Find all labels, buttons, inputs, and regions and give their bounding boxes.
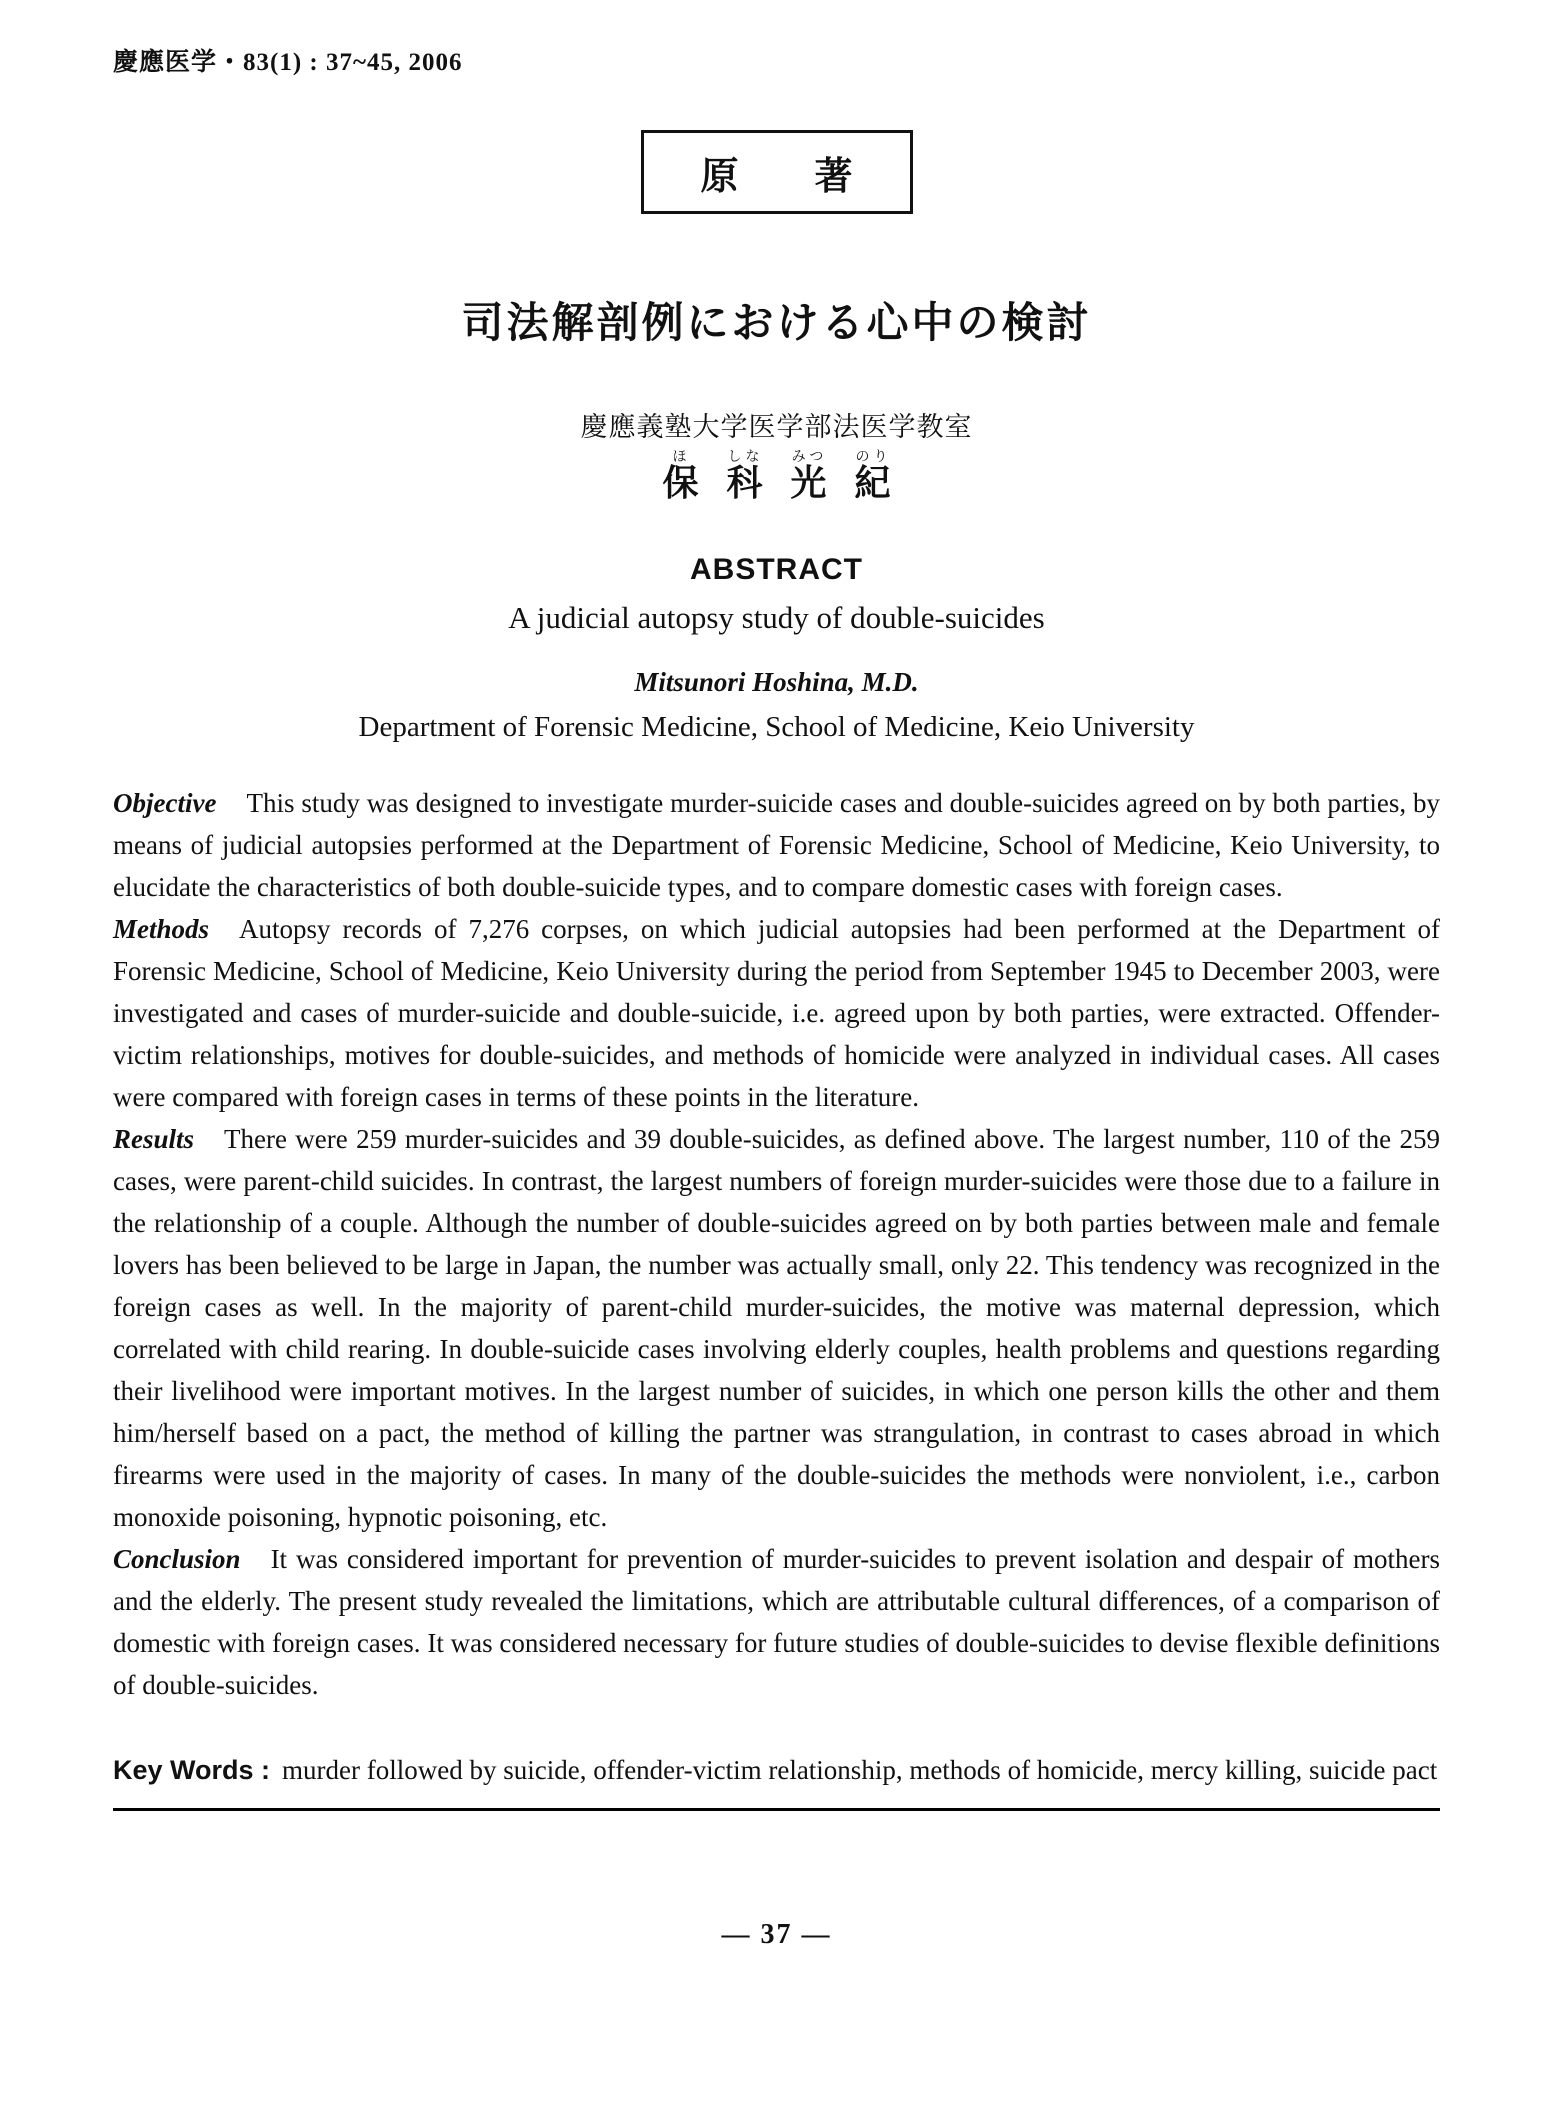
author-furigana: みつ bbox=[790, 450, 827, 465]
section-text: This study was designed to investigate murder-suicide cases and double-suicides agreed on by both parties, by means of judicial autopsies performed at the Department of Forensic Medicine, School of Medicine, Keio University, to elucidate the characteristics of both double-suicide types, and to compare domestic cases with foreign cases. bbox=[113, 788, 1440, 902]
author-name-char bbox=[726, 450, 763, 503]
author-kanji: 紀 bbox=[854, 463, 891, 503]
article-type-box-wrap bbox=[113, 130, 1440, 214]
article-type-box bbox=[641, 130, 913, 214]
journal-citation: 慶應医学・83(1) : 37~45, 2006 bbox=[113, 49, 463, 76]
section-label: Methods bbox=[113, 914, 210, 944]
author-furigana: しな bbox=[726, 450, 763, 465]
divider-rule bbox=[113, 1808, 1440, 1811]
keywords-text: murder followed by suicide, offender-victim relationship, methods of homicide, mercy killing, suicide pact bbox=[282, 1755, 1438, 1785]
author-furigana: のり bbox=[854, 450, 891, 465]
author-kanji: 光 bbox=[790, 463, 827, 503]
author-name-char bbox=[790, 450, 827, 503]
article-type-label: 原 著 bbox=[700, 155, 853, 198]
section-label: Results bbox=[113, 1124, 195, 1154]
paper-title-en: A judicial autopsy study of double-suicides bbox=[508, 600, 1045, 635]
author-kanji: 保 bbox=[662, 463, 699, 503]
affiliation-ja: 慶應義塾大学医学部法医学教室 bbox=[580, 412, 973, 442]
author-kanji: 科 bbox=[726, 463, 763, 503]
author-name-ja bbox=[113, 450, 1440, 506]
author-name-char bbox=[662, 450, 699, 503]
keywords-block bbox=[113, 1746, 1440, 1794]
abstract-section-conclusion bbox=[113, 1538, 1440, 1706]
section-label: Conclusion bbox=[113, 1544, 241, 1574]
page-number: — 37 — bbox=[721, 1919, 832, 1950]
abstract-heading: ABSTRACT bbox=[690, 553, 863, 586]
keywords-label: Key Words : bbox=[113, 1755, 271, 1785]
section-text: Autopsy records of 7,276 corpses, on which judicial autopsies had been performed at the Department of Forensic Medicine, School of Medicine, Keio University during the period from September 1945 to December 2003, were investigated and cases of murder-suicide and double-suicide, i.e. agreed upon by both parties, were extracted. Offender-victim relationships, motives for double-suicides, and methods of homicide were analyzed in individual cases. All cases were compared with foreign cases in terms of these points in the literature. bbox=[113, 914, 1440, 1112]
abstract-section-methods bbox=[113, 908, 1440, 1118]
abstract-section-results bbox=[113, 1118, 1440, 1538]
paper-title-ja: 司法解剖例における心中の検討 bbox=[461, 301, 1092, 347]
abstract-section-objective bbox=[113, 782, 1440, 908]
section-text: It was considered important for prevention of murder-suicides to prevent isolation and despair of mothers and the elderly. The present study revealed the limitations, which are attributable cultural differences, of a comparison of domestic with foreign cases. It was considered necessary for future studies of double-suicides to devise flexible definitions of double-suicides. bbox=[113, 1544, 1440, 1700]
author-name-en: Mitsunori Hoshina, M.D. bbox=[634, 667, 919, 697]
author-name-char bbox=[854, 450, 891, 503]
section-text: There were 259 murder-suicides and 39 double-suicides, as defined above. The largest number, 110 of the 259 cases, were parent-child suicides. In contrast, the largest numbers of foreign murder-suicides were those due to a failure in the relationship of a couple. Although the number of double-suicides agreed on by both parties between male and female lovers has been believed to be large in Japan, the number was actually small, only 22. This tendency was recognized in the foreign cases as well. In the majority of parent-child murder-suicides, the motive was maternal depression, which correlated with child rearing. In double-suicide cases involving elderly couples, health problems and questions regarding their livelihood were important motives. In the largest number of suicides, in which one person kills the other and them him/herself based on a pact, the method of killing the partner was strangulation, in contrast to cases abroad in which firearms were used in the majority of cases. In many of the double-suicides the methods were nonviolent, i.e., carbon monoxide poisoning, hypnotic poisoning, etc. bbox=[113, 1124, 1440, 1532]
abstract-body bbox=[113, 782, 1440, 1706]
section-label: Objective bbox=[113, 788, 217, 818]
affiliation-en: Department of Forensic Medicine, School of Medicine, Keio University bbox=[358, 711, 1195, 743]
author-furigana: ほ bbox=[662, 450, 699, 465]
